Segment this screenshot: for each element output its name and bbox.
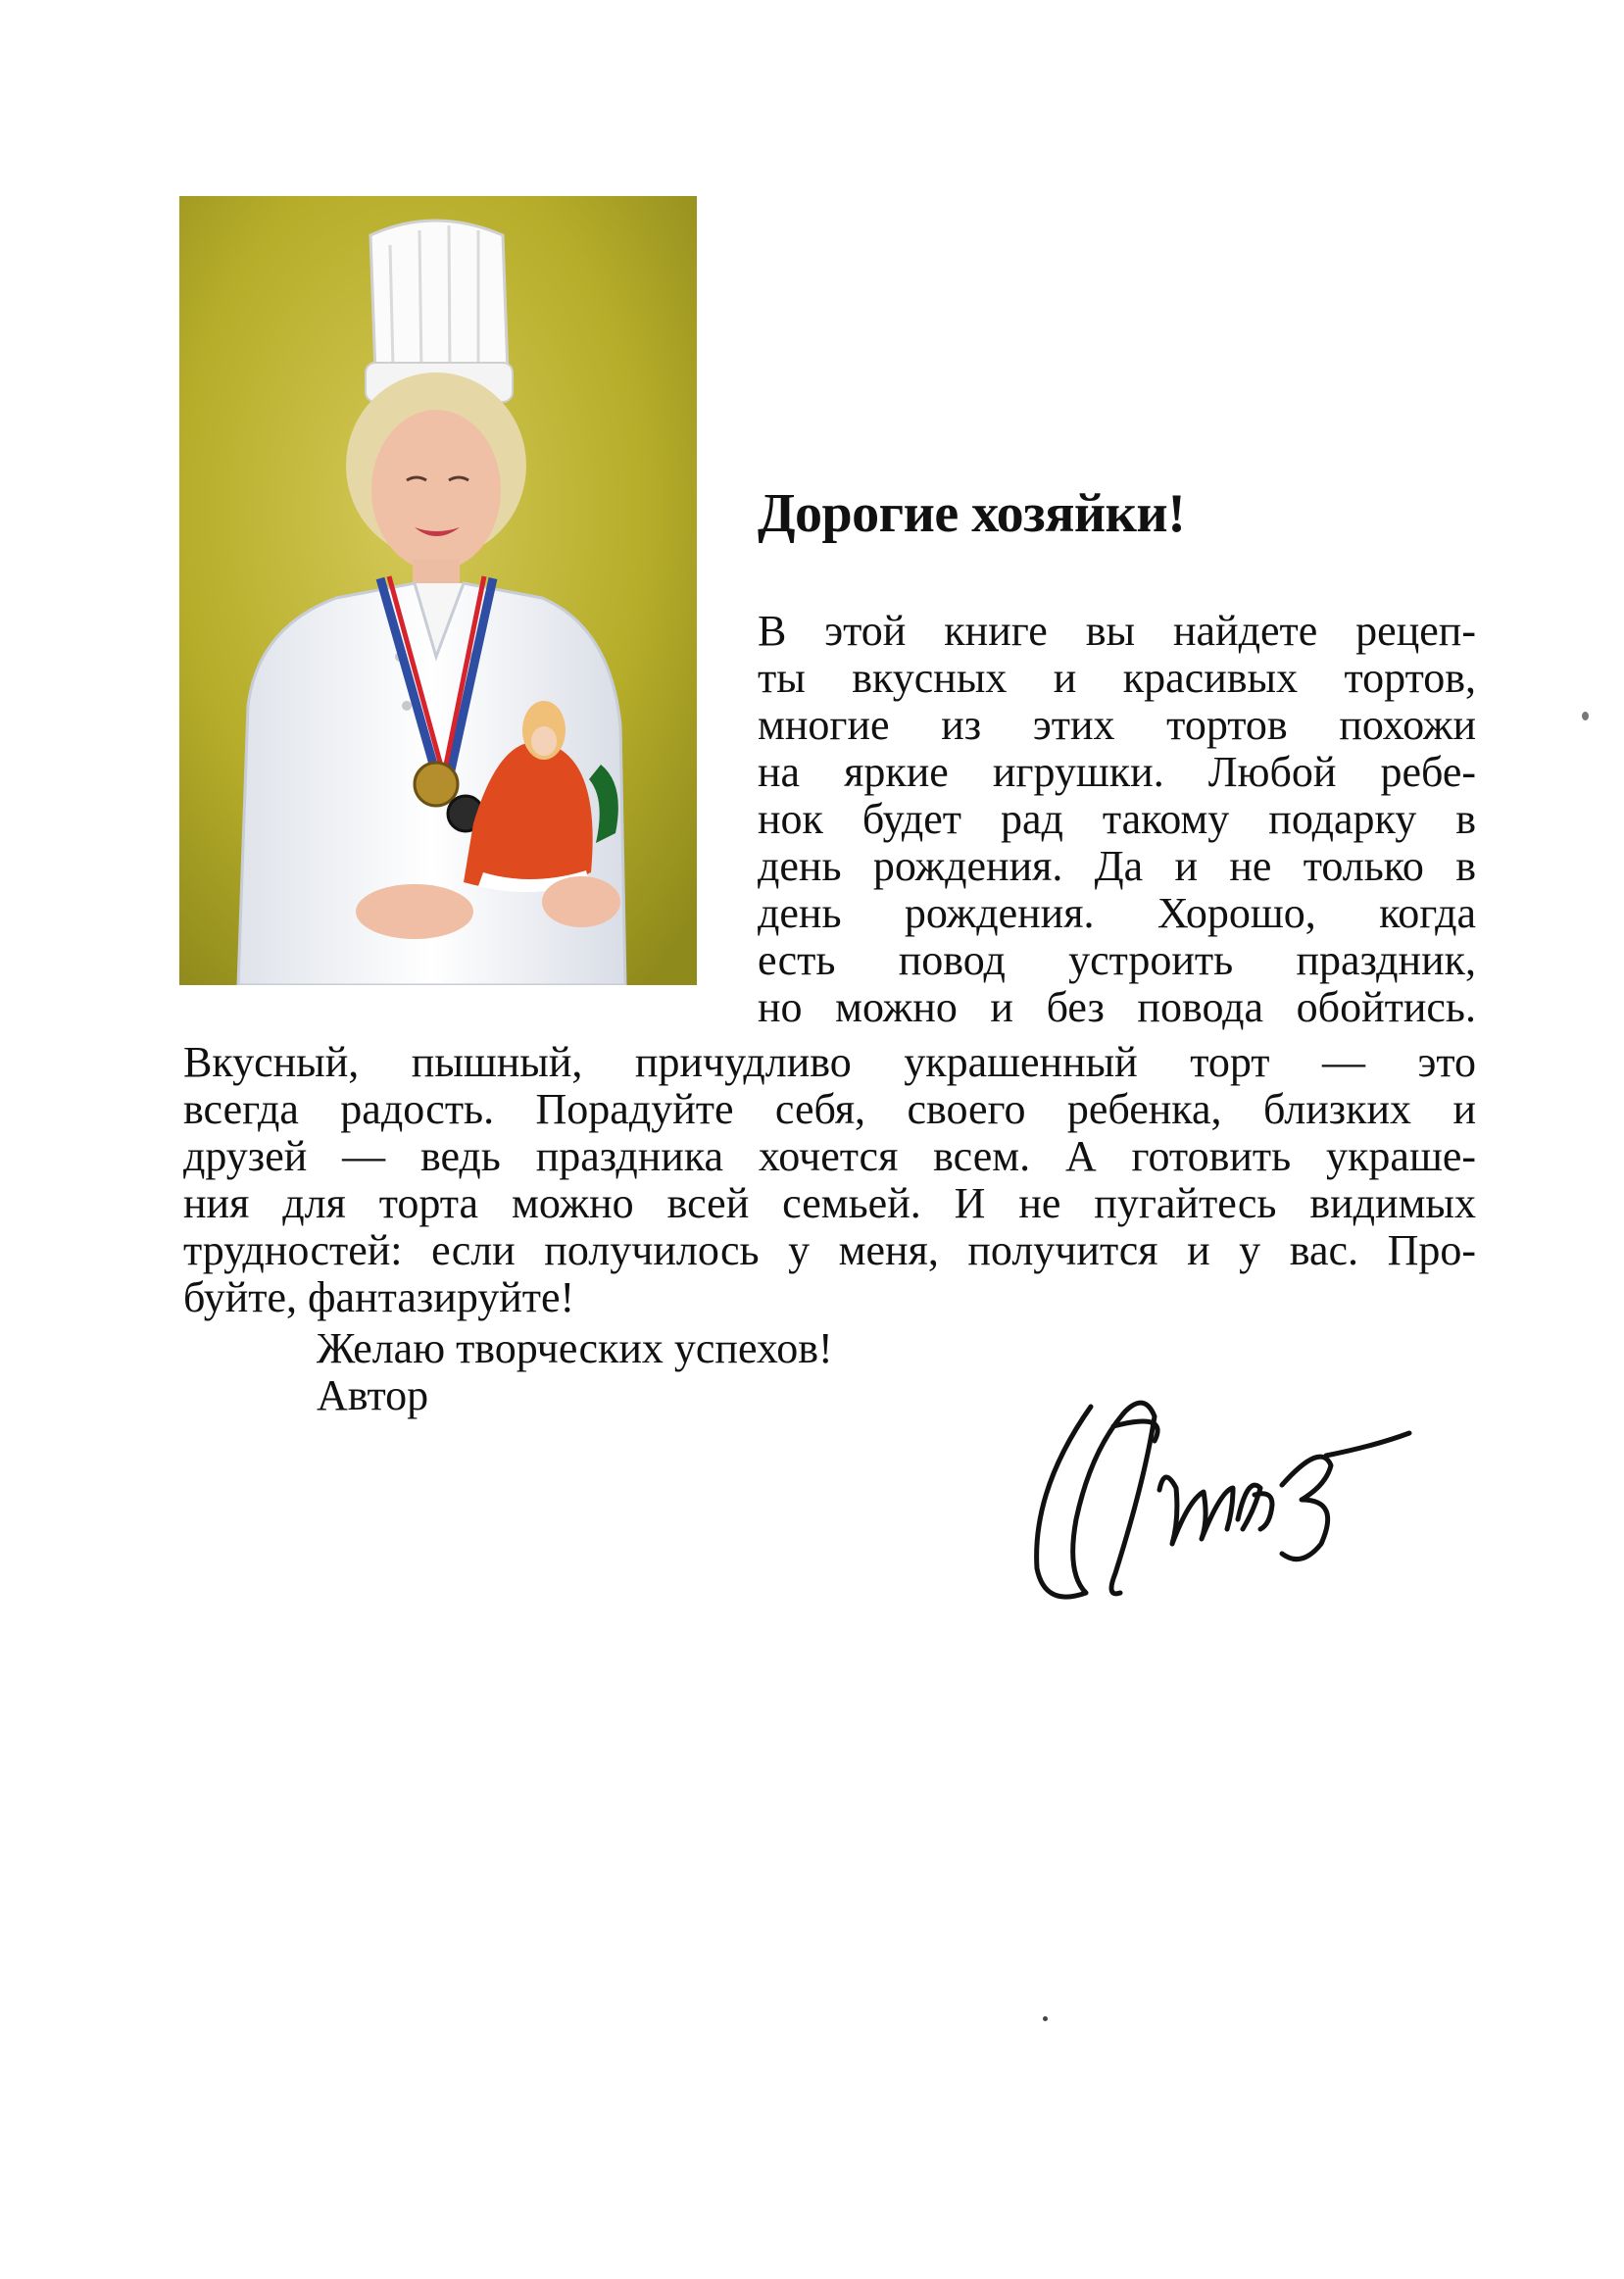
closing-author: Автор xyxy=(317,1371,429,1419)
author-signature xyxy=(998,1372,1419,1617)
intro-line: ты вкусных и красивых тортов, xyxy=(758,654,1476,702)
scan-speck xyxy=(1582,712,1589,720)
chef-portrait-photo xyxy=(179,196,697,985)
intro-line: день рождения. Хорошо, когда xyxy=(758,889,1476,937)
body-line: буйте, фантазируйте! xyxy=(183,1273,575,1321)
intro-line: нок будет рад такому подарку в xyxy=(758,795,1476,843)
chef-portrait-illustration xyxy=(179,196,697,985)
body-line: ния для торта можно всей семьей. И не пугайтесь видимых xyxy=(183,1179,1476,1227)
closing-wish: Желаю творческих успехов! xyxy=(317,1324,833,1372)
body-line: трудностей: если получилось у меня, получится и у вас. Про- xyxy=(183,1226,1476,1274)
intro-line: день рождения. Да и не только в xyxy=(758,842,1476,890)
intro-line: В этой книге вы найдете рецеп- xyxy=(758,607,1476,655)
body-line: Вкусный, пышный, причудливо украшенный торт — это xyxy=(183,1038,1476,1086)
intro-line: но можно и без повода обойтись. xyxy=(758,983,1476,1031)
scan-speck xyxy=(1043,2016,1048,2021)
intro-line: на яркие игрушки. Любой ребе- xyxy=(758,748,1476,796)
body-line: всегда радость. Порадуйте себя, своего ребенка, близких и xyxy=(183,1085,1476,1133)
greeting-heading: Дорогие хозяйки! xyxy=(758,483,1186,544)
intro-line: есть повод устроить праздник, xyxy=(758,936,1476,984)
intro-line: многие из этих тортов похожи xyxy=(758,701,1476,749)
body-line: друзей — ведь праздника хочется всем. А готовить украше- xyxy=(183,1132,1476,1180)
